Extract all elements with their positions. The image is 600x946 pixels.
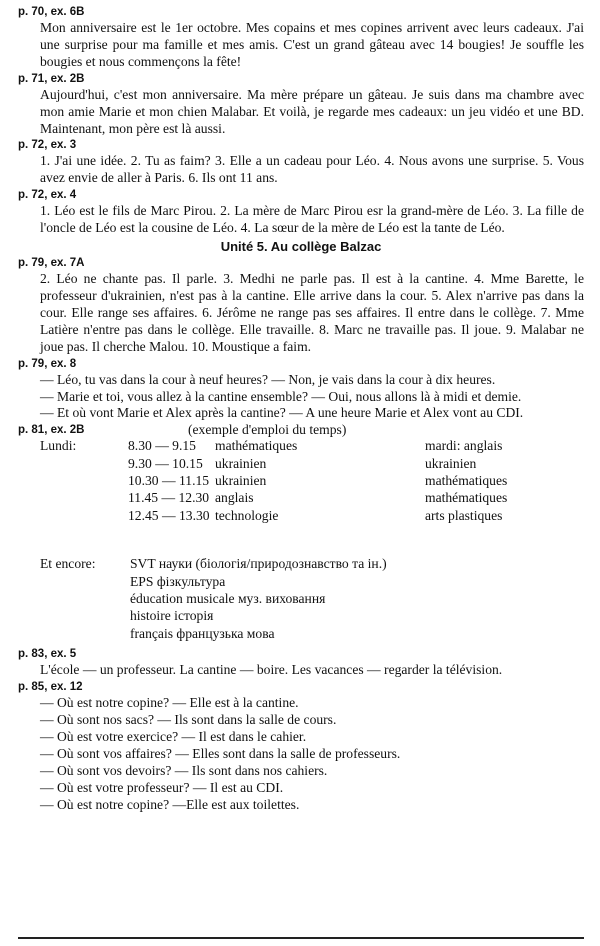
tuesday-subject: arts plastiques (425, 507, 503, 523)
section-ref: p. 71, ex. 2B (18, 72, 85, 85)
dialogue-line: — Où sont vos devoirs? — Ils sont dans nos cahiers. (40, 762, 328, 778)
extra-subject: éducation musicale муз. виховання (130, 591, 326, 607)
time-slot: 8.30 — 9.15 (128, 438, 196, 454)
section-text: 2. Léo ne chante pas. Il parle. 3. Medhi ne parle pas. Il est à la cantine. 4. Mme Barette, le professeur d'ukrainien, n'est pas à la cantine. Elle arrive dans la cour. 5. Alex n'arrive pas dans la cour. Elle range ses affaires. 6. Jérôme ne range pas ses affaires. Il entre dans le collège. 7. Mme Latière n'entre pas dans le collège. Elle travaille. 8. Marc ne travaille pas. Il joue. 9. Malabar ne joue pas. Il cherche Malou. 10. Moustique a faim. (40, 271, 584, 354)
timetable-caption: (exemple d'emploi du temps) (188, 422, 347, 438)
extra-subjects (18, 556, 584, 643)
dialogue-line: — Où est notre copine? —Elle est aux toilettes. (40, 796, 300, 812)
tuesday-subject: mathématiques (425, 490, 508, 506)
subject: ukrainien (215, 473, 267, 489)
dialogue-line: — Où est votre professeur? — Il est au CDI. (40, 779, 284, 795)
dialogue (18, 695, 584, 813)
dialogue-line: — Où est votre exercice? — Il est dans le cahier. (40, 728, 307, 744)
tuesday-subject: ukrainien (425, 455, 477, 471)
section-ref: p. 72, ex. 4 (18, 189, 77, 202)
subject: mathématiques (215, 438, 298, 454)
dialogue-line: — Et où vont Marie et Alex après la cantine? — A une heure Marie et Alex vont au CDI. (40, 405, 524, 421)
answer-page (18, 4, 584, 814)
unit-title: Unité 5. Au collège Balzac (220, 239, 382, 255)
section-text: 1. J'ai une idée. 2. Tu as faim? 3. Elle a un cadeau pour Léo. 4. Nous avons une surprise. 5. Vous avez envie de aller à Paris. 6. Ils ont 11 ans. (40, 153, 584, 186)
bottom-rule (18, 937, 584, 939)
subject: technologie (215, 507, 279, 523)
tuesday-subject: mardi: anglais (425, 438, 503, 454)
dialogue-line: — Où sont vos affaires? — Elles sont dans la salle de professeurs. (40, 745, 401, 761)
extra-label: Et encore: (40, 556, 96, 572)
extra-subject: SVT науки (біологія/природознавство та ін.) (130, 556, 387, 572)
subject: ukrainien (215, 455, 267, 471)
time-slot: 9.30 — 10.15 (128, 455, 203, 471)
section-text: Mon anniversaire est le 1er octobre. Mes copains et mes copines arrivent avec leurs cadeaux. J'ai une surprise pour ma famille et mes amis. C'est un grand gâteau avec 14 bougies! Je souffle les bougies et nous commençons la fête! (40, 20, 584, 69)
dialogue-line: — Où sont nos sacs? — Ils sont dans la salle de cours. (40, 712, 337, 728)
subject: anglais (215, 490, 254, 506)
time-slot: 10.30 — 11.15 (128, 473, 210, 489)
section-ref: p. 70, ex. 6B (18, 6, 85, 18)
section-text: L'école — un professeur. La cantine — boire. Les vacances — regarder la télévision. (40, 662, 503, 678)
section-ref: p. 79, ex. 7A (18, 257, 85, 270)
section-text: 1. Léo est le fils de Marc Pirou. 2. La mère de Marc Pirou esr la grand-mère de Léo. 3. La fille de l'oncle de Léo est la cousine de Léo. 4. La sœur de la mère de Léo est la tante de Léo. (40, 203, 584, 236)
time-slot: 11.45 — 12.30 (128, 490, 210, 506)
section-ref: p. 83, ex. 5 (18, 648, 77, 661)
dialogue-line: — Marie et toi, vous allez à la cantine ensemble? — Oui, nous allons là à midi et demie. (40, 388, 522, 404)
extra-subject: histoire історія (130, 608, 214, 624)
section-ref: p. 81, ex. 2B (18, 424, 85, 437)
time-slot: 12.45 — 13.30 (128, 507, 210, 523)
dialogue-line: — Où est notre copine? — Elle est à la cantine. (40, 695, 299, 711)
day-label: Lundi: (40, 438, 77, 454)
section-ref: p. 85, ex. 12 (18, 681, 83, 694)
section-ref: p. 79, ex. 8 (18, 357, 77, 370)
section-ref: p. 72, ex. 3 (18, 139, 77, 152)
tuesday-subject: mathématiques (425, 473, 508, 489)
extra-subject: EPS фізкультура (130, 573, 226, 589)
extra-subject: français французька мова (130, 625, 275, 641)
dialogue-line: — Léo, tu vas dans la cour à neuf heures? — Non, je vais dans la cour à dix heures. (40, 371, 496, 387)
section-text: Aujourd'hui, c'est mon anniversaire. Ma mère prépare un gâteau. Je suis dans ma chambre avec mon amie Marie et mon chien Malabar. Et voilà, je regarde mes cadeaux: un jeu vidéo et une BD. Maintenant, mon père est là aussi. (40, 86, 584, 136)
